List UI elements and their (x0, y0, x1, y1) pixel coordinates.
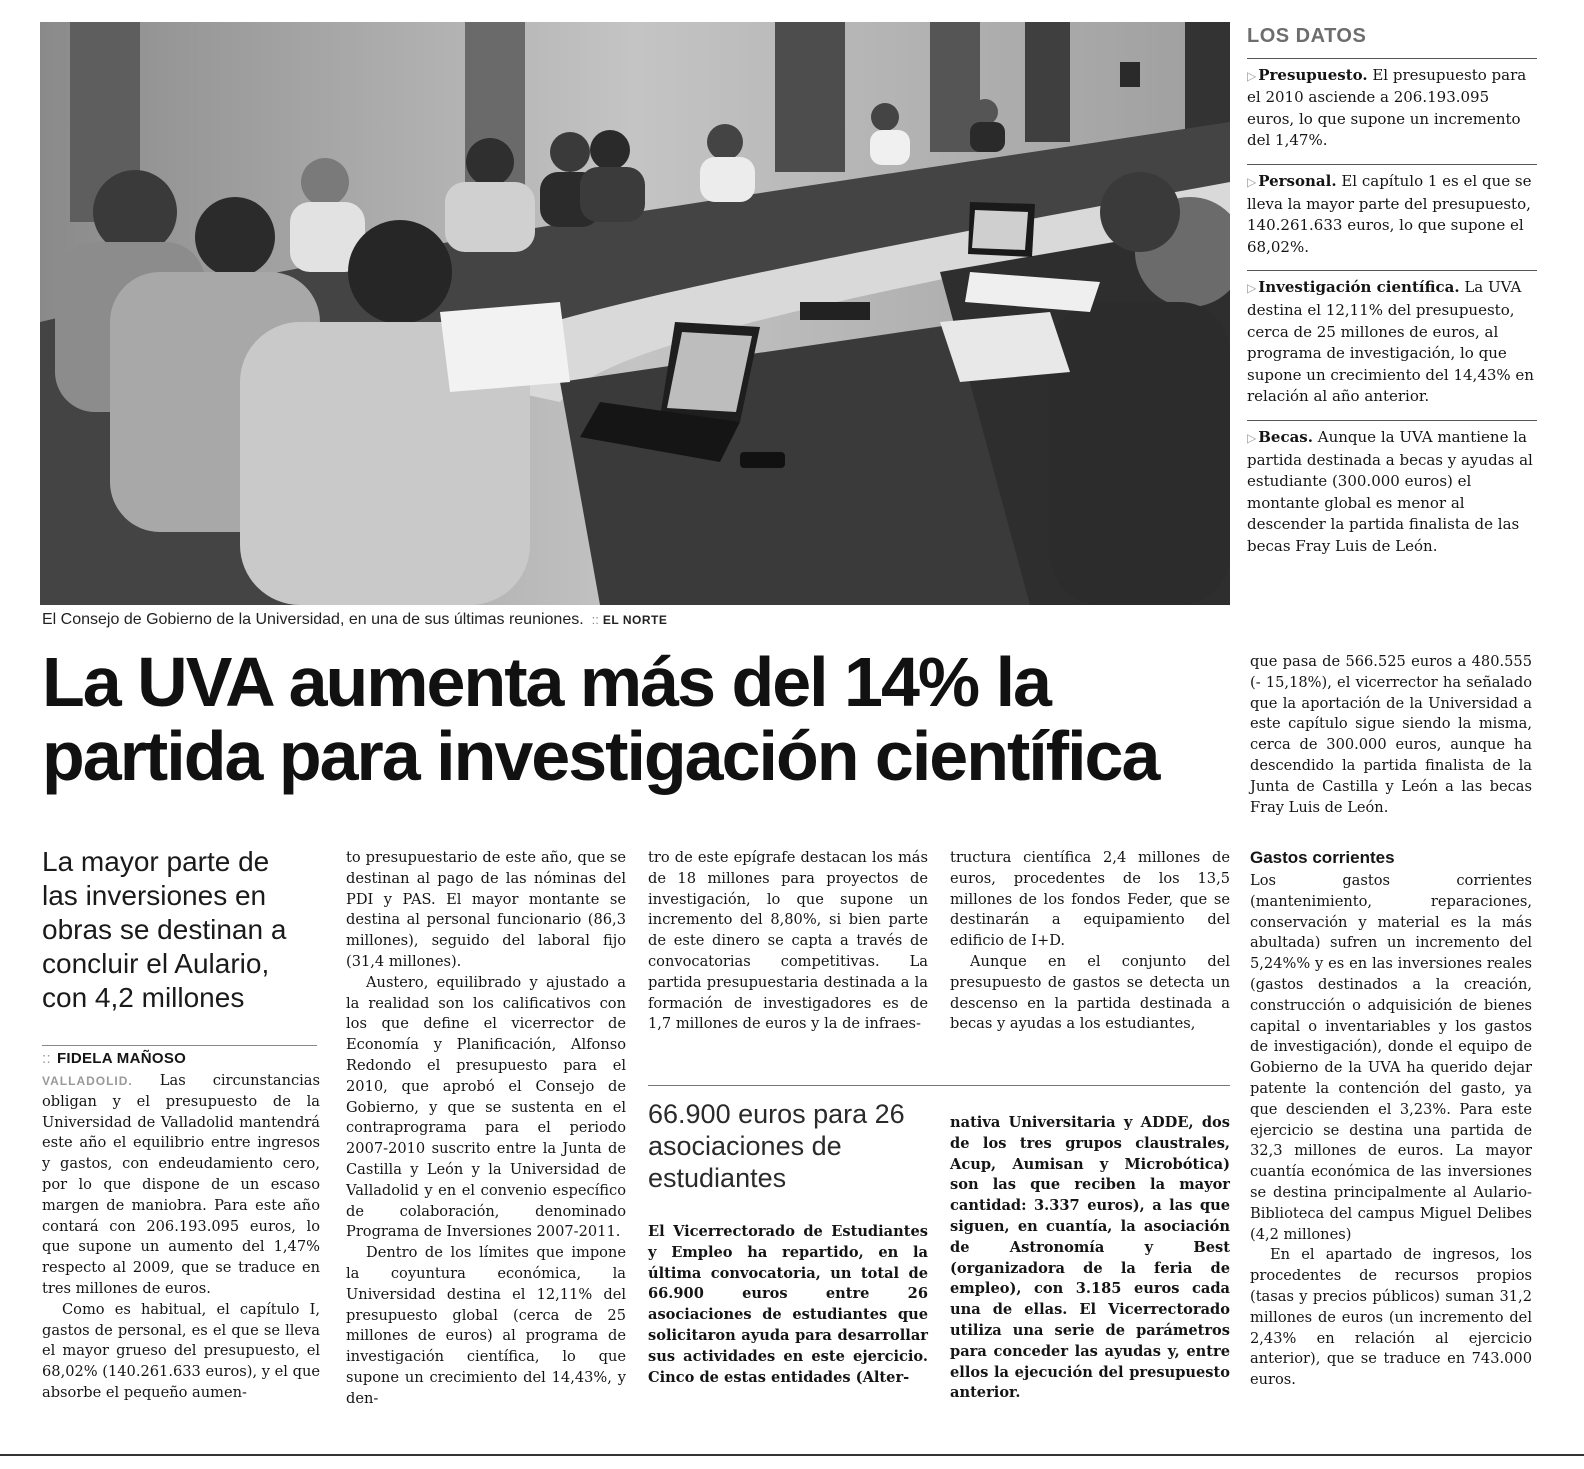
sidebar-paragraph-1: El Vicerrectorado de Estudiantes y Empleo ha repartido, en la última convocatoria, un total de 66.900 euros entre 26 asociaciones de estudiantes que solicitaron ayuda para desarrollar sus actividades en este ejercicio. Cinco de estas entidades (Alter- (648, 1223, 928, 1386)
article-column-4 (950, 848, 1230, 1035)
dato-personal (1247, 164, 1537, 270)
article-column-5-continuation: que pasa de 566.525 euros a 480.555 (- 15,18%), el vicerrector ha señalado que la aportación de la Universidad a este capítulo sigue siendo la misma, cerca de 300.000 euros, aunque ha descendido la partida finalista de la Junta de Castilla y León a las becas Fray Luis de León. (1250, 653, 1532, 816)
triangle-bullet-icon: ▷ (1247, 430, 1257, 445)
article-column-2 (346, 848, 626, 1410)
los-datos-heading: LOS DATOS (1247, 25, 1367, 47)
paragraph: Dentro de los límites que impone la coyuntura económica, la Universidad destina el 12,11% del presupuesto global (cerca de 25 millones de euros) al programa de investigación científica, lo que supone un crecimiento del 14,43%, y den- (346, 1244, 626, 1407)
photo-credit: EL NORTE (602, 613, 668, 627)
byline-separator: :: (42, 1050, 51, 1067)
paragraph: Los gastos corrientes (mantenimiento, reparaciones, conservación y material es la más abultada) sufren un incremento del 5,24%% y es en las inversiones reales (gastos destinados a la creación, construcción o adquisición de bienes capital o inventariables y los gastos de investigación), donde el equipo de Gobierno de la UVA ha querido dejar patente la contención del gasto, ya que descienden el 3,23%. Para este ejercicio se destina una partida de 32,3 millones de euros. La mayor cuantía económica de las inversiones se destina principalmente al Aulario-Biblioteca del campus Miguel Delibes (4,2 millones) (1250, 872, 1532, 1243)
paragraph-text: Las circunstancias obligan y el presupuesto de la Universidad de Valladolid mantendrá este año el equilibrio entre ingresos y gastos, con endeudamiento cero, por lo que dispone de un escaso margen de maniobra. Para este año contará con 206.193.095 euros, lo que supone un aumento del 1,47% respecto al 2009, que se traduce en tres millones de euros. (42, 1072, 320, 1297)
dato-text: El presupuesto para el 2010 asciende a 206.193.095 euros, lo que supone un incremento del 1,47%. (1247, 65, 1527, 150)
dato-title: Becas. (1258, 427, 1313, 446)
dato-title: Personal. (1258, 171, 1337, 190)
article-column-5 (1250, 871, 1532, 1391)
dato-presupuesto (1247, 58, 1537, 164)
page-bottom-rule (0, 1454, 1584, 1456)
sidebar-title: 66.900 euros para 26 asociaciones de estudiantes (648, 1099, 905, 1193)
caption-text: El Consejo de Gobierno de la Universidad, en una de sus últimas reuniones. (42, 611, 584, 628)
photo-caption (42, 611, 667, 629)
author-name: FIDELA MAÑOSO (56, 1050, 187, 1067)
sidebar-paragraph-2: nativa Universitaria y ADDE, dos de los tres grupos claustrales, Acup, Aumisan y Microbótica) son las que reciben la mayor cantidad: 3.337 euros), a las que siguen, en cuantía, la asociación de Astronomía y Best (organizadora de la feria de empleo), con 3.185 euros cada una de ellas. El Vicerrectorado utiliza una serie de parámetros para conceder las ayudas y, entre ellos la ejecución del presupuesto anterior. (950, 1114, 1230, 1402)
subheadline: La mayor parte de las inversiones en obras se destinan a concluir el Aulario, con 4,2 millones (42, 846, 287, 1013)
dato-text: El capítulo 1 es el que se lleva la mayor parte del presupuesto, 140.261.633 euros, lo que supone el 68,02%. (1247, 171, 1532, 256)
meeting-photo-illustration (40, 22, 1230, 605)
triangle-bullet-icon: ▷ (1247, 281, 1257, 296)
dato-text: Aunque la UVA mantiene la partida destinada a becas y ayudas al estudiante (300.000 euros) el montante global es menor al descender la partida finalista de las becas Fray Luis de León. (1247, 427, 1533, 555)
paragraph: tro de este epígrafe destacan los más de 18 millones para proyectos de investigación, lo que supone un incremento del 8,80%, si bien parte de este dinero se capta a través de convocatorias competitivas. La partida presupuestaria destinada a la formación de investigadores es de 1,7 millones de euros y la de infraes- (648, 849, 928, 1033)
byline (42, 1045, 317, 1067)
paragraph (42, 1071, 320, 1300)
paragraph: tructura científica 2,4 millones de euros, procedentes de los 13,5 millones de los fondos Feder, que se destinarán a equipamiento del edificio de I+D. (950, 849, 1230, 950)
dato-investigacion (1247, 270, 1537, 420)
article-column-3 (648, 848, 928, 1035)
paragraph: Como es habitual, el capítulo I, gastos de personal, es el que se lleva el mayor grueso del presupuesto, el 68,02% (140.261.633 euros), y el que absorbe el pequeño aumen- (42, 1300, 320, 1401)
section-heading-gastos: Gastos corrientes (1250, 848, 1395, 867)
article-column-1 (42, 1071, 320, 1404)
dato-text: La UVA destina el 12,11% del presupuesto, cerca de 25 millones de euros, al programa de investigación, lo que supone un crecimiento del 14,43% en relación al año anterior. (1247, 278, 1534, 406)
dato-becas (1247, 420, 1537, 570)
paragraph: to presupuestario de este año, que se destinan al pago de las nóminas del PDI y PAS. El mayor montante se destina al personal funcionario (86,3 millones), seguido del laboral fijo (31,4 millones). (346, 849, 626, 970)
los-datos-box (1247, 22, 1537, 569)
caption-separator: :: (591, 612, 599, 627)
sidebar-divider (648, 1085, 1230, 1086)
triangle-bullet-icon: ▷ (1247, 68, 1257, 83)
dato-title: Presupuesto. (1258, 65, 1368, 84)
triangle-bullet-icon: ▷ (1247, 174, 1257, 189)
paragraph: Aunque en el conjunto del presupuesto de gastos se detecta un descenso en la partida destinada a becas y ayudas a los estudiantes, (950, 952, 1230, 1033)
dato-title: Investigación científica. (1258, 278, 1460, 297)
meeting-photo (40, 22, 1230, 605)
headline: La UVA aumenta más del 14% la partida para investigación científica (42, 643, 1159, 795)
dateline: VALLADOLID. (42, 1074, 133, 1088)
paragraph: Austero, equilibrado y ajustado a la realidad son los calificativos con los que define el vicerrector de Economía y Planificación, Alfonso Redondo el presupuesto para el 2010, que aprobó el Consejo de Gobierno, y que se sustenta en el contraprograma para el periodo 2007-2010 suscrito entre la Junta de Castilla y León y la Universidad de Valladolid y en el convenio específico de colaboración, denominado Programa de Inversiones 2007-2011. (346, 973, 626, 1241)
paragraph: En el apartado de ingresos, los procedentes de recursos propios (tasas y precios públicos) suman 31,2 millones de euros (un incremento del 2,43% en relación al ejercicio anterior), que se traduce en 743.000 euros. (1250, 1246, 1532, 1389)
